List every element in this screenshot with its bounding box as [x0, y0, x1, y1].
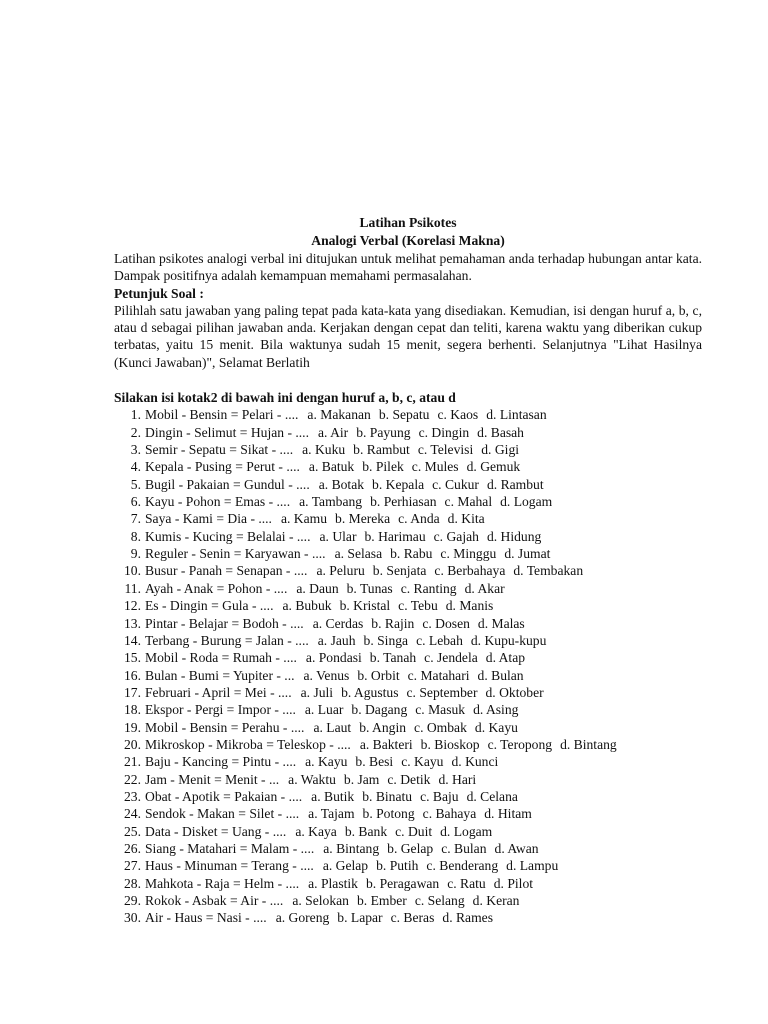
answer-option: b. Rambut — [353, 442, 410, 458]
answer-option: d. Rambut — [486, 476, 544, 492]
answer-option: a. Daun — [296, 580, 339, 596]
answer-option: b. Tunas — [346, 580, 393, 596]
answer-option: b. Pilek — [362, 459, 404, 475]
answer-option: d. Logam — [500, 494, 553, 510]
question-item — [114, 458, 702, 475]
question-stem: Pintar - Belajar = Bodoh - .... — [145, 615, 304, 631]
document-page — [114, 214, 702, 927]
answer-option: b. Payung — [356, 424, 411, 440]
question-item — [114, 840, 702, 857]
answer-option: c. Bahaya — [422, 806, 477, 822]
answer-option: d. Hidung — [486, 528, 542, 544]
question-number: 8. — [130, 528, 141, 544]
question-stem: Mikroskop - Mikroba = Teleskop - .... — [145, 736, 351, 752]
answer-option: c. Berbahaya — [434, 563, 506, 579]
answer-option: c. Ombak — [414, 719, 467, 735]
answer-option: d. Kita — [447, 511, 485, 527]
question-number: 23. — [124, 788, 141, 804]
question-number: 14. — [124, 632, 141, 648]
answer-option: b. Rajin — [371, 615, 415, 631]
question-item — [114, 736, 702, 753]
answer-option: a. Kamu — [280, 511, 328, 527]
answer-option: c. Kaos — [437, 407, 479, 423]
answer-option: b. Binatu — [362, 788, 413, 804]
answer-option: a. Air — [317, 424, 349, 440]
question-stem: Kepala - Pusing = Perut - .... — [145, 459, 300, 475]
question-number: 29. — [124, 893, 141, 908]
answer-option: c. Minggu — [440, 546, 497, 562]
answer-option: a. Goreng — [275, 910, 330, 926]
answer-option: d. Lintasan — [486, 407, 547, 423]
question-number: 11. — [124, 580, 141, 596]
question-number: 24. — [124, 806, 141, 822]
answer-option: c. Dosen — [422, 615, 470, 631]
answer-option: b. Besi — [355, 754, 394, 770]
answer-option: d. Keran — [472, 893, 520, 908]
answer-option: d. Malas — [477, 615, 525, 631]
answer-option: c. Televisi — [417, 442, 474, 458]
question-number: 4. — [130, 459, 141, 475]
task-heading: Silakan isi kotak2 di bawah ini dengan huruf a, b, c, atau d — [114, 390, 456, 406]
question-stem: Air - Haus = Nasi - .... — [145, 910, 267, 926]
answer-option: b. Mereka — [335, 511, 391, 527]
answer-option: b. Ember — [356, 893, 407, 908]
instructions-paragraph: Pilihlah satu jawaban yang paling tepat pada kata-kata yang disediakan. Kemudian, isi dengan huruf a, b, c, atau d sebagai pilihan jawaban anda. Kerjakan dengan cepat dan teliti, karena waktu yang diberikan cukup terbatas, yaitu 15 menit. Bila waktunya sudah 15 menit, segera berhenti. Selanjutnya "Lihat Hasilnya (Kunci Jawaban)", Selamat Berlatih — [114, 302, 702, 370]
answer-option: a. Bintang — [323, 840, 380, 856]
answer-option: d. Hari — [438, 771, 477, 787]
question-item — [114, 493, 702, 510]
answer-option: d. Bulan — [477, 667, 524, 683]
answer-option: c. Selang — [414, 893, 465, 908]
question-item — [114, 701, 702, 718]
question-item — [114, 632, 702, 649]
answer-option: d. Logam — [440, 823, 493, 839]
answer-option: d. Gemuk — [466, 459, 521, 475]
question-item — [114, 424, 702, 441]
question-number: 27. — [124, 858, 141, 874]
answer-option: a. Butik — [311, 788, 355, 804]
spacer — [114, 371, 702, 389]
answer-option: a. Botak — [318, 476, 365, 492]
instructions-heading: Petunjuk Soal : — [114, 285, 204, 301]
question-number: 30. — [124, 910, 141, 926]
answer-option: c. Cukur — [432, 476, 479, 492]
answer-option: c. Teropong — [487, 736, 553, 752]
answer-option: b. Kepala — [372, 476, 425, 492]
answer-option: d. Awan — [494, 840, 539, 856]
answer-option: d. Kunci — [451, 754, 499, 770]
answer-option: c. Mahal — [444, 494, 493, 510]
answer-option: d. Kupu-kupu — [470, 632, 547, 648]
question-number: 3. — [130, 442, 141, 458]
answer-option: a. Peluru — [316, 563, 365, 579]
answer-option: d. Rames — [442, 910, 493, 926]
answer-option: a. Bakteri — [359, 736, 413, 752]
question-stem: Reguler - Senin = Karyawan - .... — [145, 546, 326, 562]
intro-paragraph: Latihan psikotes analogi verbal ini ditujukan untuk melihat pemahaman anda terhadap hubungan antar kata. Dampak positifnya adalah kemampuan memahami permasalahan. — [114, 251, 702, 284]
question-number: 16. — [124, 667, 141, 683]
answer-option: c. September — [406, 684, 478, 700]
question-number: 7. — [130, 511, 141, 527]
answer-option: b. Jam — [343, 771, 380, 787]
answer-option: c. Ratu — [447, 875, 486, 891]
answer-option: a. Juli — [300, 684, 334, 700]
answer-option: c. Bulan — [441, 840, 487, 856]
question-stem: Bugil - Pakaian = Gundul - .... — [145, 476, 310, 492]
question-stem: Semir - Sepatu = Sikat - .... — [145, 442, 294, 458]
question-stem: Haus - Minuman = Terang - .... — [145, 858, 314, 874]
answer-option: c. Tebu — [398, 598, 438, 614]
question-item — [114, 406, 702, 423]
question-item — [114, 580, 702, 597]
question-stem: Februari - April = Mei - .... — [145, 684, 292, 700]
question-stem: Kumis - Kucing = Belalai - .... — [145, 528, 311, 544]
answer-option: a. Cerdas — [312, 615, 364, 631]
answer-option: a. Kayu — [305, 754, 348, 770]
question-stem: Rokok - Asbak = Air - .... — [145, 893, 284, 908]
answer-option: c. Jendela — [424, 650, 478, 666]
question-stem: Mobil - Bensin = Perahu - .... — [145, 719, 305, 735]
answer-option: a. Venus — [303, 667, 350, 683]
answer-option: d. Basah — [477, 424, 524, 440]
answer-option: d. Tembakan — [513, 563, 584, 579]
question-number: 17. — [124, 684, 141, 700]
question-number: 18. — [124, 702, 141, 718]
answer-option: b. Perhiasan — [370, 494, 437, 510]
answer-option: a. Tambang — [299, 494, 363, 510]
answer-option: d. Manis — [445, 598, 494, 614]
question-number: 5. — [130, 476, 141, 492]
question-item — [114, 892, 702, 909]
question-number: 28. — [124, 875, 141, 891]
answer-option: d. Jumat — [504, 546, 551, 562]
answer-option: a. Makanan — [307, 407, 371, 423]
question-item — [114, 909, 702, 926]
answer-option: a. Pondasi — [305, 650, 362, 666]
answer-option: b. Potong — [362, 806, 415, 822]
question-item — [114, 805, 702, 822]
answer-option: b. Gelap — [387, 840, 434, 856]
question-stem: Busur - Panah = Senapan - .... — [145, 563, 308, 579]
question-number: 20. — [124, 736, 141, 752]
answer-option: a. Gelap — [322, 858, 369, 874]
question-number: 6. — [130, 494, 141, 510]
answer-option: c. Ranting — [400, 580, 457, 596]
answer-option: c. Anda — [398, 511, 440, 527]
answer-option: a. Laut — [313, 719, 352, 735]
question-item — [114, 875, 702, 892]
question-item — [114, 545, 702, 562]
question-stem: Kayu - Pohon = Emas - .... — [145, 494, 291, 510]
question-list — [114, 406, 702, 926]
question-item — [114, 649, 702, 666]
answer-option: c. Duit — [395, 823, 433, 839]
question-number: 19. — [124, 719, 141, 735]
document-subtitle: Analogi Verbal (Korelasi Makna) — [311, 233, 505, 248]
answer-option: b. Tanah — [369, 650, 417, 666]
answer-option: a. Tajam — [308, 806, 355, 822]
question-item — [114, 528, 702, 545]
question-stem: Mahkota - Raja = Helm - .... — [145, 875, 300, 891]
question-stem: Es - Dingin = Gula - .... — [145, 598, 274, 614]
question-item — [114, 719, 702, 736]
answer-option: d. Kayu — [474, 719, 518, 735]
answer-option: a. Kuku — [302, 442, 346, 458]
answer-option: b. Bank — [344, 823, 388, 839]
answer-option: b. Angin — [359, 719, 407, 735]
answer-option: a. Selokan — [292, 893, 349, 908]
question-number: 15. — [124, 650, 141, 666]
question-item — [114, 476, 702, 493]
question-number: 26. — [124, 840, 141, 856]
answer-option: d. Lampu — [506, 858, 559, 874]
question-stem: Sendok - Makan = Silet - .... — [145, 806, 300, 822]
question-stem: Obat - Apotik = Pakaian - .... — [145, 788, 303, 804]
answer-option: a. Waktu — [288, 771, 336, 787]
question-item — [114, 597, 702, 614]
question-stem: Data - Disket = Uang - .... — [145, 823, 287, 839]
answer-option: b. Rabu — [390, 546, 433, 562]
question-number: 10. — [124, 563, 141, 579]
question-item — [114, 823, 702, 840]
answer-option: a. Luar — [304, 702, 344, 718]
answer-option: b. Dagang — [351, 702, 408, 718]
answer-option: a. Plastik — [308, 875, 358, 891]
question-number: 12. — [124, 598, 141, 614]
answer-option: b. Agustus — [341, 684, 399, 700]
question-number: 9. — [130, 546, 141, 562]
question-item — [114, 667, 702, 684]
answer-option: b. Peragawan — [365, 875, 440, 891]
question-stem: Ekspor - Pergi = Impor - .... — [145, 702, 296, 718]
answer-option: c. Lebah — [416, 632, 463, 648]
answer-option: d. Hitam — [484, 806, 532, 822]
answer-option: d. Gigi — [481, 442, 520, 458]
answer-option: b. Singa — [363, 632, 409, 648]
answer-option: b. Kristal — [339, 598, 391, 614]
question-item — [114, 510, 702, 527]
question-stem: Mobil - Roda = Rumah - .... — [145, 650, 297, 666]
answer-option: c. Baju — [420, 788, 459, 804]
answer-option: d. Pilot — [493, 875, 534, 891]
answer-option: a. Ular — [319, 528, 357, 544]
answer-option: c. Masuk — [415, 702, 466, 718]
answer-option: b. Senjata — [372, 563, 427, 579]
question-number: 22. — [124, 771, 141, 787]
answer-option: c. Mules — [411, 459, 459, 475]
question-stem: Baju - Kancing = Pintu - .... — [145, 754, 297, 770]
answer-option: c. Dingin — [418, 424, 470, 440]
question-item — [114, 857, 702, 874]
question-stem: Ayah - Anak = Pohon - .... — [145, 580, 288, 596]
answer-option: a. Selasa — [334, 546, 383, 562]
question-number: 25. — [124, 823, 141, 839]
question-stem: Terbang - Burung = Jalan - .... — [145, 632, 309, 648]
document-title: Latihan Psikotes — [359, 215, 457, 230]
answer-option: a. Bubuk — [282, 598, 332, 614]
question-stem: Dingin - Selimut = Hujan - .... — [145, 424, 309, 440]
question-number: 2. — [130, 424, 141, 440]
answer-option: a. Jauh — [317, 632, 356, 648]
question-item — [114, 753, 702, 770]
question-item — [114, 771, 702, 788]
answer-option: a. Kaya — [295, 823, 337, 839]
answer-option: b. Bioskop — [420, 736, 480, 752]
answer-option: d. Oktober — [485, 684, 544, 700]
question-stem: Saya - Kami = Dia - .... — [145, 511, 272, 527]
question-stem: Siang - Matahari = Malam - .... — [145, 840, 315, 856]
answer-option: a. Batuk — [308, 459, 355, 475]
answer-option: d. Bintang — [560, 736, 617, 752]
answer-option: b. Orbit — [357, 667, 400, 683]
question-item — [114, 684, 702, 701]
answer-option: b. Lapar — [337, 910, 383, 926]
answer-option: c. Gajah — [433, 528, 479, 544]
answer-option: c. Benderang — [426, 858, 499, 874]
question-stem: Bulan - Bumi = Yupiter - ... — [145, 667, 295, 683]
answer-option: b. Harimau — [364, 528, 426, 544]
answer-option: c. Matahari — [407, 667, 470, 683]
answer-option: c. Beras — [390, 910, 435, 926]
question-stem: Jam - Menit = Menit - ... — [145, 771, 280, 787]
answer-option: c. Kayu — [401, 754, 444, 770]
question-number: 1. — [130, 407, 141, 423]
answer-option: d. Asing — [473, 702, 519, 718]
question-item — [114, 788, 702, 805]
answer-option: d. Celana — [466, 788, 518, 804]
answer-option: b. Putih — [376, 858, 419, 874]
answer-option: d. Atap — [485, 650, 526, 666]
question-item — [114, 441, 702, 458]
question-stem: Mobil - Bensin = Pelari - .... — [145, 407, 299, 423]
question-item — [114, 562, 702, 579]
answer-option: d. Akar — [464, 580, 505, 596]
answer-option: b. Sepatu — [378, 407, 430, 423]
question-number: 13. — [124, 615, 141, 631]
question-item — [114, 615, 702, 632]
answer-option: c. Detik — [387, 771, 431, 787]
question-number: 21. — [124, 754, 141, 770]
